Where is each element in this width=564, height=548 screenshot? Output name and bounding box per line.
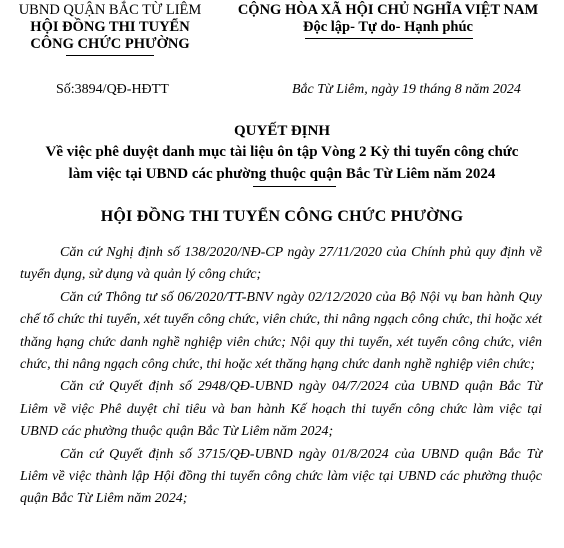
authority-line-council: HỘI ĐỒNG THI TUYỂN bbox=[30, 19, 190, 35]
authority-line-district: UBND QUẬN BẮC TỪ LIÊM bbox=[18, 2, 202, 18]
legal-basis-3: Căn cứ Quyết định số 2948/QĐ-UBND ngày 04/7/2024 của UBND quận Bắc Từ Liêm về việc Phê duyệt chỉ tiêu và ban hành Kế hoạch thi tuyển công chức làm việc tại UBND các phường thuộc quận Bắc Từ Liêm năm 2024; bbox=[20, 379, 542, 440]
legal-basis-2: Căn cứ Thông tư số 06/2020/TT-BNV ngày 02/12/2020 của Bộ Nội vụ ban hành Quy chế tổ chức thi tuyển, xét tuyển công chức, viên chức, thi nâng ngạch công chức, thi hoặc xét thăng hạng chức danh nghề nghiệp viên chức; Nội quy thi tuyển, xét tuyển công chức, viên chức, thi nâng ngạch công chức, thi hoặc xét thăng hạng chức danh nghề nghiệp viên chức; bbox=[20, 289, 542, 373]
document-number: Số:3894/QĐ-HĐTT bbox=[56, 82, 169, 97]
legal-basis-1: Căn cứ Nghị định số 138/2020/NĐ-CP ngày 27/11/2020 của Chính phủ quy định về tuyển dụng, sử dụng và quản lý công chức; bbox=[20, 245, 542, 283]
national-title: CỘNG HÒA XÃ HỘI CHỦ NGHĨA VIỆT NAM bbox=[237, 2, 539, 18]
preamble bbox=[20, 242, 542, 511]
title-underline bbox=[253, 186, 336, 187]
motto-underline bbox=[305, 38, 473, 39]
national-heading bbox=[218, 2, 558, 36]
issue-date: Bắc Từ Liêm, ngày 19 tháng 8 năm 2024 bbox=[292, 82, 521, 97]
legal-basis-4: Căn cứ Quyết định số 3715/QĐ-UBND ngày 01/8/2024 của UBND quận Bắc Từ Liêm về việc thành lập Hội đồng thi tuyển công chức làm việc tại UBND các phường thuộc quận Bắc Từ Liêm năm 2024; bbox=[20, 446, 542, 507]
issuing-authority bbox=[6, 2, 214, 53]
decision-subject-line-1: Về việc phê duyệt danh mục tài liệu ôn tập Vòng 2 Kỳ thi tuyển công chức bbox=[45, 144, 519, 160]
national-motto: Độc lập- Tự do- Hạnh phúc bbox=[303, 19, 473, 35]
authority-line-council-2: CÔNG CHỨC PHƯỜNG bbox=[30, 36, 190, 52]
authority-underline bbox=[66, 55, 154, 56]
decision-subject-line-2: làm việc tại UBND các phường thuộc quận Bắc Từ Liêm năm 2024 bbox=[68, 166, 496, 182]
decision-title: QUYẾT ĐỊNH bbox=[234, 123, 330, 139]
council-name: HỘI ĐỒNG THI TUYỂN CÔNG CHỨC PHƯỜNG bbox=[100, 208, 464, 225]
